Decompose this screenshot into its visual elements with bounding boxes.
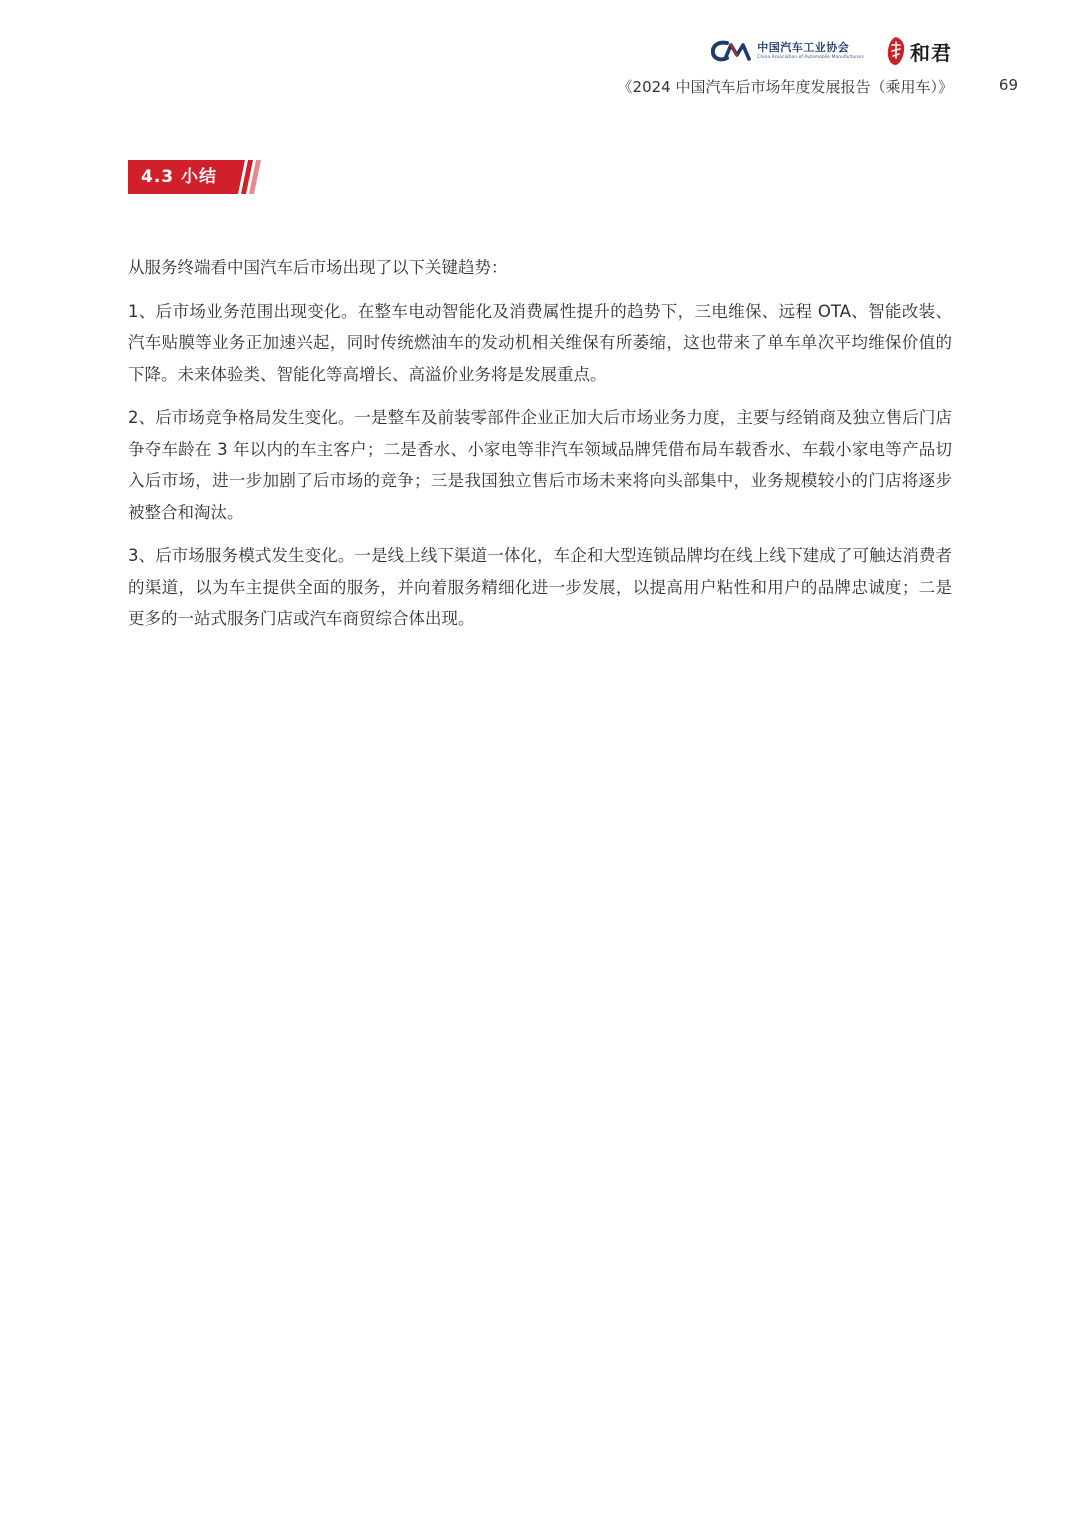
caam-mark-icon: [711, 39, 751, 63]
intro-paragraph: 从服务终端看中国汽车后市场出现了以下关键趋势：: [128, 258, 508, 277]
caam-name-en: China Association of Automobile Manufacturers: [757, 54, 864, 60]
hejun-logo: [886, 36, 952, 66]
header-logos: [711, 36, 952, 66]
section-title: 4.3 小结: [141, 167, 218, 187]
caam-name-cn: 中国汽车工业协会: [757, 40, 850, 54]
trend-paragraph-3: 3、后市场服务模式发生变化。一是线上线下渠道一体化，车企和大型连锁品牌均在线上线下建成了可触达消费者的渠道，以为车主提供全面的服务，并向着服务精细化进一步发展，以提高用户粘性和用户的品牌忠诚度；二是更多的一站式服务门店或汽车商贸综合体出现。: [128, 546, 952, 628]
trend-paragraph-2: 2、后市场竞争格局发生变化。一是整车及前装零部件企业正加大后市场业务力度，主要与经销商及独立售后门店争夺车龄在 3 年以内的车主客户；二是香水、小家电等非汽车领域品牌凭借布局车载香水、车载小家电等产品切入后市场，进一步加剧了后市场的竞争；三是我国独立售后市场未来将向头部集中，业务规模较小的门店将逐步被整合和淘汰。: [128, 408, 952, 522]
body-text: [128, 252, 952, 647]
caam-logo: [711, 39, 864, 63]
report-title: 《2024 中国汽车后市场年度发展报告（乘用车）》: [617, 78, 953, 96]
section-heading: [128, 160, 268, 196]
hejun-name: 和君: [910, 40, 952, 65]
trend-paragraph-1: 1、后市场业务范围出现变化。在整车电动智能化及消费属性提升的趋势下，三电维保、远程 OTA、智能改装、汽车贴膜等业务正加速兴起，同时传统燃油车的发动机相关维保有所萎缩，这也带来了单车单次平均维保价值的下降。未来体验类、智能化等高增长、高溢价业务将是发展重点。: [128, 301, 952, 384]
page-number: 69: [998, 76, 1018, 94]
hejun-seal-icon: [886, 36, 906, 66]
